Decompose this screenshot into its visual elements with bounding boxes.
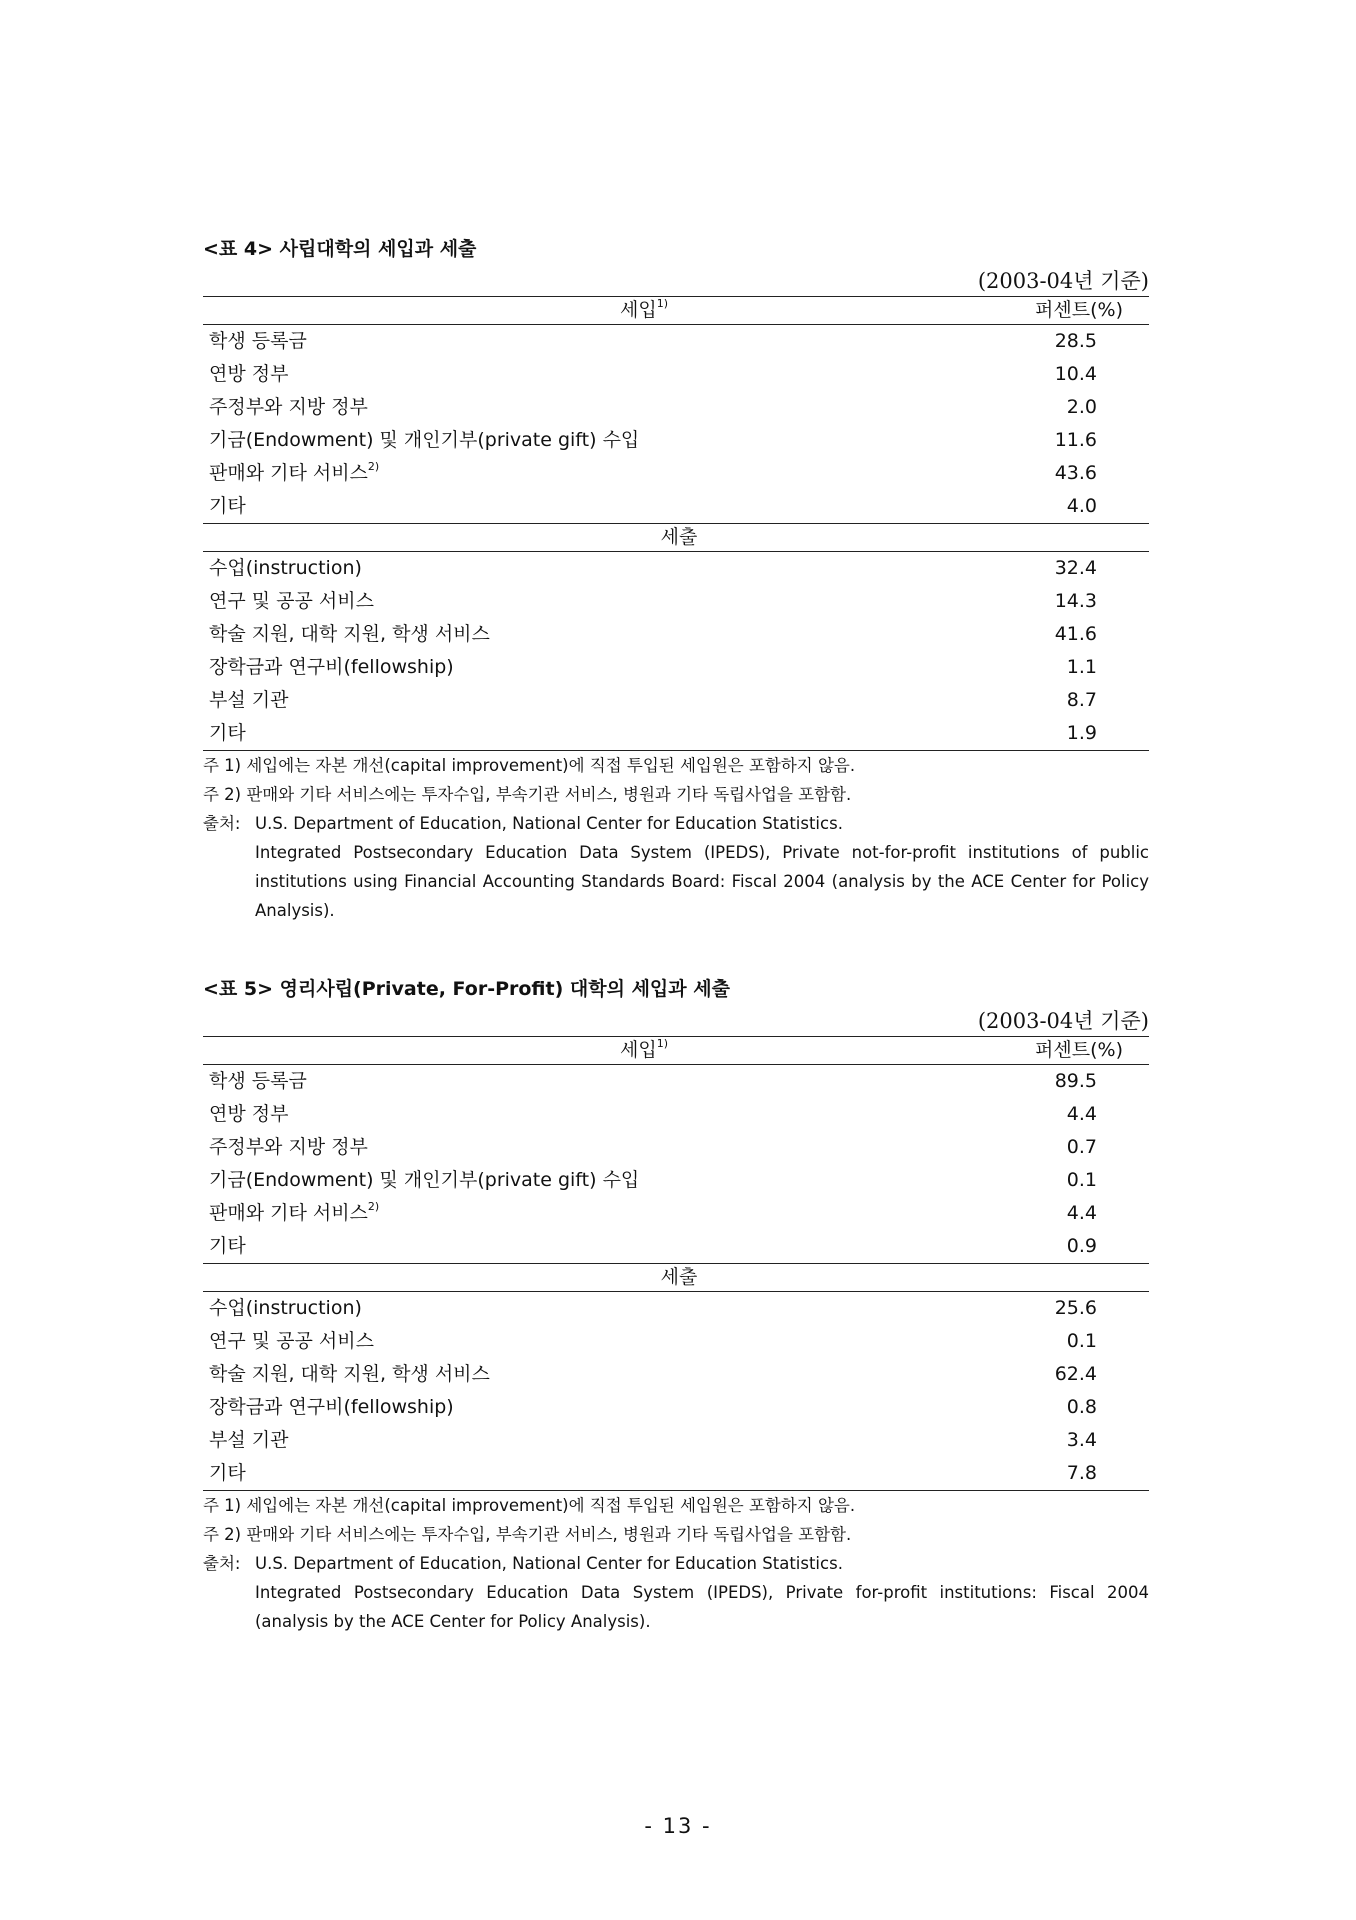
row-value: 14.3	[1054, 590, 1097, 612]
expense-header: 세출	[203, 524, 1149, 552]
table-title: <표 5> 영리사립(Private, For-Profit) 대학의 세입과 세출	[203, 978, 730, 1000]
row-label: 판매와 기타 서비스$^{2)}$	[209, 1200, 380, 1224]
row-label: 주정부와 지방 정부	[209, 1136, 368, 1158]
revenue-row	[203, 391, 1149, 424]
row-label: 부설 기관	[209, 689, 289, 711]
row-value: 4.4	[1066, 1103, 1097, 1125]
row-value: 41.6	[1054, 623, 1097, 645]
expense-row	[203, 651, 1149, 684]
expense-row	[203, 1457, 1149, 1491]
row-value: 10.4	[1054, 363, 1097, 385]
expense-header: 세출	[203, 1264, 1149, 1292]
table-basis-year: (2003-04년 기준)	[977, 269, 1149, 293]
source-label: 출처:	[203, 814, 241, 833]
revenue-row	[203, 1230, 1149, 1264]
row-label: 기타	[203, 1457, 945, 1491]
expense-row	[203, 618, 1149, 651]
expense-row	[203, 717, 1149, 751]
revenue-row	[203, 358, 1149, 391]
footnote: 주 1) 세입에는 자본 개선(capital improvement)에 직접 투입된 세입원은 포함하지 않음.	[203, 1496, 856, 1515]
expense-header-row	[203, 524, 1149, 552]
expense-row	[203, 1391, 1149, 1424]
finance-table	[203, 296, 1149, 751]
row-value: 7.8	[945, 1457, 1149, 1491]
revenue-row	[203, 424, 1149, 457]
row-label: 기타	[209, 1235, 246, 1257]
row-value: 4.4	[1066, 1202, 1097, 1224]
revenue-row	[203, 325, 1149, 359]
table-5-section	[203, 972, 1149, 1636]
expense-header-row	[203, 1264, 1149, 1292]
row-label: 연방 정부	[209, 1103, 289, 1125]
row-value: 0.9	[1066, 1235, 1097, 1257]
revenue-row	[203, 1131, 1149, 1164]
row-value: 1.9	[945, 717, 1149, 751]
revenue-row	[203, 490, 1149, 524]
expense-row	[203, 1325, 1149, 1358]
revenue-header: 세입$^{1)}$	[203, 1037, 945, 1065]
row-value: 89.5	[1054, 1070, 1097, 1092]
source-detail: Integrated Postsecondary Education Data System (IPEDS), Private for-profit institutions: Fiscal 2004 (analysis by the ACE Center for Policy Analysis).	[255, 1583, 1149, 1631]
source-text: U.S. Department of Education, National Center for Education Statistics.	[255, 814, 843, 833]
table-notes	[203, 1491, 1149, 1636]
row-label: 장학금과 연구비(fellowship)	[209, 1396, 454, 1418]
revenue-header: 세입$^{1)}$	[203, 297, 945, 325]
row-value: 0.1	[1066, 1169, 1097, 1191]
finance-table	[203, 1036, 1149, 1491]
source-line	[203, 809, 1149, 838]
row-value: 0.1	[1066, 1330, 1097, 1352]
percent-header: 퍼센트(%)	[945, 297, 1149, 325]
row-value: 43.6	[1054, 462, 1097, 484]
row-value: 25.6	[1054, 1297, 1097, 1319]
row-value: 32.4	[1054, 557, 1097, 579]
row-label: 수업(instruction)	[209, 1297, 362, 1319]
revenue-row	[203, 1164, 1149, 1197]
page-number: - 13 -	[644, 1814, 712, 1838]
percent-header: 퍼센트(%)	[945, 1037, 1149, 1065]
row-label: 장학금과 연구비(fellowship)	[209, 656, 454, 678]
table-4-section	[203, 232, 1149, 925]
footnote: 주 2) 판매와 기타 서비스에는 투자수입, 부속기관 서비스, 병원과 기타 독립사업을 포함함.	[203, 1525, 852, 1544]
row-value: 2.0	[1066, 396, 1097, 418]
table-basis-year: (2003-04년 기준)	[977, 1009, 1149, 1033]
row-label: 학술 지원, 대학 지원, 학생 서비스	[209, 1363, 490, 1385]
expense-row	[203, 1424, 1149, 1457]
row-label: 학생 등록금	[209, 1070, 307, 1092]
row-label: 기금(Endowment) 및 개인기부(private gift) 수입	[209, 1169, 640, 1191]
row-value: 8.7	[1066, 689, 1097, 711]
row-value: 1.1	[1066, 656, 1097, 678]
source-label: 출처:	[203, 1554, 241, 1573]
row-value: 0.8	[1066, 1396, 1097, 1418]
row-label: 연방 정부	[209, 363, 289, 385]
row-label: 학술 지원, 대학 지원, 학생 서비스	[209, 623, 490, 645]
source-line	[203, 1549, 1149, 1578]
row-value: 28.5	[1054, 330, 1097, 352]
row-label: 기금(Endowment) 및 개인기부(private gift) 수입	[209, 429, 640, 451]
row-value: 11.6	[1054, 429, 1097, 451]
row-label: 연구 및 공공 서비스	[209, 1330, 374, 1352]
row-label: 연구 및 공공 서비스	[209, 590, 374, 612]
row-value: 3.4	[1066, 1429, 1097, 1451]
expense-row	[203, 684, 1149, 717]
row-value: 4.0	[1066, 495, 1097, 517]
expense-row	[203, 552, 1149, 586]
revenue-row	[203, 1065, 1149, 1099]
row-value: 62.4	[1054, 1363, 1097, 1385]
footnote: 주 2) 판매와 기타 서비스에는 투자수입, 부속기관 서비스, 병원과 기타 독립사업을 포함함.	[203, 785, 852, 804]
row-label: 주정부와 지방 정부	[209, 396, 368, 418]
revenue-row	[203, 1197, 1149, 1230]
table-header-row	[203, 297, 1149, 325]
row-value: 0.7	[1066, 1136, 1097, 1158]
table-header-row	[203, 1037, 1149, 1065]
row-label: 기타	[203, 717, 945, 751]
revenue-row	[203, 457, 1149, 490]
revenue-row	[203, 1098, 1149, 1131]
row-label: 기타	[209, 495, 246, 517]
row-label: 판매와 기타 서비스$^{2)}$	[209, 460, 380, 484]
row-label: 수업(instruction)	[209, 557, 362, 579]
footnote: 주 1) 세입에는 자본 개선(capital improvement)에 직접 투입된 세입원은 포함하지 않음.	[203, 756, 856, 775]
row-label: 학생 등록금	[209, 330, 307, 352]
source-text: U.S. Department of Education, National Center for Education Statistics.	[255, 1554, 843, 1573]
expense-row	[203, 585, 1149, 618]
expense-row	[203, 1292, 1149, 1326]
table-title: <표 4> 사립대학의 세입과 세출	[203, 238, 477, 260]
table-notes	[203, 751, 1149, 925]
row-label: 부설 기관	[209, 1429, 289, 1451]
expense-row	[203, 1358, 1149, 1391]
source-detail: Integrated Postsecondary Education Data System (IPEDS), Private not-for-profit institutions of public institutions using Financial Accounting Standards Board: Fiscal 2004 (analysis by the ACE Center for Policy Analysis).	[255, 843, 1149, 920]
